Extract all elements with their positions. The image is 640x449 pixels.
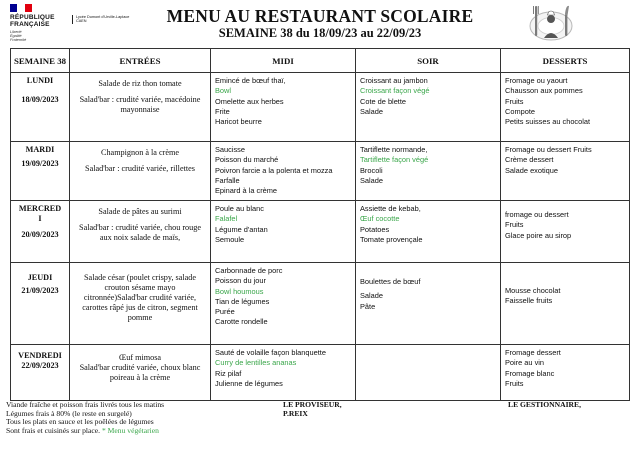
soir-item: Cote de blette: [360, 96, 407, 106]
midi-item: Julienne de légumes: [215, 378, 283, 388]
desserts-cell: [501, 263, 630, 345]
midi-item: Saucisse: [215, 145, 245, 154]
soir-item-vegetarian: Œuf cocotte: [360, 214, 400, 224]
header-soir: SOIR: [356, 49, 501, 73]
dessert-item: Fruits: [505, 220, 524, 230]
soir-cell: [356, 73, 501, 142]
footer-notes: [6, 401, 164, 435]
midi-item: Tian de légumes: [215, 296, 270, 306]
dessert-item: Fromage blanc: [505, 368, 555, 378]
entree-item: Salad'bar : crudité variée, rillettes: [85, 164, 195, 173]
soir-cell: [356, 263, 501, 345]
dessert-item: Faisselle fruits: [505, 296, 553, 306]
dessert-item: Salade exotique: [505, 165, 559, 175]
soir-item: Tomate provençale: [360, 234, 423, 244]
dessert-item: fromage ou dessert: [505, 210, 569, 219]
day-date: 18/09/2023: [21, 95, 59, 104]
dessert-item: Fromage ou dessert Fruits: [505, 145, 592, 154]
footer-line: Viande fraîche et poisson frais livrés tous les matins: [6, 400, 165, 409]
soir-item: Salade: [360, 106, 384, 116]
soir-item: Brocoli: [360, 165, 383, 175]
entrees-cell: [70, 142, 211, 201]
midi-item-vegetarian: Falafel: [215, 214, 238, 224]
dessert-item: Crème dessert: [505, 155, 554, 165]
table-row: [11, 263, 630, 345]
dessert-item: Fruits: [505, 96, 524, 106]
day-date: 20/09/2023: [21, 230, 59, 239]
day-name: MARDI: [25, 145, 55, 154]
entree-item: Champignon à la crème: [101, 148, 179, 157]
day-cell: [11, 345, 70, 401]
midi-item: Poule au blanc: [215, 204, 264, 213]
soir-item: Pâte: [360, 301, 376, 311]
dessert-item: Fromage ou yaourt: [505, 76, 568, 85]
midi-cell: [211, 263, 356, 345]
school-name: Lycée Dumont d'Urville-Laplace CAEN: [72, 15, 129, 24]
dessert-item: Glace poire au sirop: [505, 230, 572, 240]
proviseur-signature: LE PROVISEUR, P.REIX: [283, 400, 342, 418]
footer-line: Légumes frais à 80% (le reste en surgelé): [6, 408, 132, 418]
page-title: MENU AU RESTAURANT SCOLAIRE: [166, 6, 474, 26]
midi-item: Légume d'antan: [215, 224, 268, 234]
midi-item: Semoule: [215, 234, 245, 244]
midi-item: Poivron farcie a la polenta et mozza: [215, 165, 333, 175]
entrees-cell: [70, 73, 211, 142]
midi-item: Epinard à la crème: [215, 186, 278, 196]
vegetarian-note: * Menu végétarien: [101, 425, 159, 435]
entrees-cell: [70, 263, 211, 345]
midi-item-vegetarian: Bowl: [215, 86, 232, 96]
midi-item-vegetarian: Bowl houmous: [215, 286, 264, 296]
republic-name: RÉPUBLIQUE FRANÇAISE: [10, 14, 55, 28]
soir-item: Boulettes de bœuf: [360, 277, 421, 286]
midi-cell: [211, 142, 356, 201]
day-name: MERCRED I: [18, 204, 62, 223]
table-row: [11, 142, 630, 201]
midi-item: Poisson du marché: [215, 155, 279, 165]
soir-item: Assiette de kebab,: [360, 204, 421, 213]
header-entrees: ENTRÉES: [70, 49, 211, 73]
midi-cell: [211, 345, 356, 401]
header-midi: MIDI: [211, 49, 356, 73]
day-name: LUNDI: [26, 76, 54, 85]
soir-item: Potatoes: [360, 224, 390, 234]
day-date: 21/09/2023: [21, 286, 59, 295]
gestionnaire-signature: LE GESTIONNAIRE,: [508, 400, 582, 409]
desserts-cell: [501, 142, 630, 201]
soir-item: Salade: [360, 175, 384, 185]
entree-item: Salade césar (poulet crispy, salade crouton sésame mayo citronnée)Salad'bar crudité variée, carottes râpé jus de citron, segment pomme: [82, 273, 198, 322]
day-cell: [11, 263, 70, 345]
entree-item: Œuf mimosa Salad'bar crudité variée, choux blanc poireau à la crème: [79, 353, 201, 382]
dessert-item: Mousse chocolat: [505, 286, 561, 295]
day-date: 19/09/2023: [21, 159, 59, 168]
day-date: 22/09/2023: [21, 361, 59, 370]
header-desserts: DESSERTS: [501, 49, 630, 73]
entree-item: Salade de riz thon tomate: [98, 79, 182, 88]
midi-item: Emincé de bœuf thaï,: [215, 76, 286, 85]
menu-table: [10, 48, 630, 401]
midi-item: Riz pilaf: [215, 368, 242, 378]
midi-item: Farfalle: [215, 175, 240, 185]
midi-item: Carbonnade de porc: [215, 266, 283, 275]
day-cell: [11, 201, 70, 263]
soir-item-vegetarian: Croissant façon végé: [360, 86, 430, 96]
entree-item: Salad'bar : crudité variée, macédoine mayonnaise: [79, 95, 201, 114]
entree-item: Salade de pâtes au surimi: [98, 207, 182, 216]
dessert-item: Petits suisses au chocolat: [505, 117, 591, 127]
soir-item: Tartiflette normande,: [360, 145, 428, 154]
midi-item: Haricot beurre: [215, 117, 262, 127]
midi-item: Frite: [215, 106, 230, 116]
midi-item: Omelette aux herbes: [215, 96, 284, 106]
soir-item-vegetarian: Tartiflette façon végé: [360, 155, 429, 165]
soir-cell: [356, 201, 501, 263]
table-header-row: [11, 49, 630, 73]
footer-line: Tous les plats en sauce et les poêlées de légumes: [6, 417, 154, 427]
entree-item: Salad'bar : crudité variée, chou rouge aux noix salade de maïs,: [79, 223, 201, 242]
dessert-item: Fruits: [505, 378, 524, 388]
dessert-item: Chausson aux pommes: [505, 86, 583, 96]
page-subtitle: SEMAINE 38 du 18/09/23 au 22/09/23: [218, 26, 422, 40]
table-row: [11, 201, 630, 263]
midi-cell: [211, 73, 356, 142]
footer-line: Sont frais et cuisinés sur place.: [6, 425, 101, 435]
dessert-item: Compote: [505, 106, 535, 116]
midi-item: Carotte rondelle: [215, 317, 268, 327]
day-name: VENDREDI: [18, 351, 62, 360]
soir-item: Croissant au jambon: [360, 76, 428, 85]
desserts-cell: [501, 345, 630, 401]
footer-line-last: [6, 427, 164, 436]
midi-item-vegetarian: Curry de lentilles ananas: [215, 358, 297, 368]
midi-cell: [211, 201, 356, 263]
dessert-item: Fromage dessert: [505, 348, 561, 357]
midi-item: Sauté de volaille façon blanquette: [215, 348, 326, 357]
midi-item: Poisson du jour: [215, 276, 266, 286]
day-cell: [11, 142, 70, 201]
soir-item: Salade: [360, 291, 384, 301]
table-row: [11, 345, 630, 401]
day-name: JEUDI: [27, 273, 53, 282]
header-week: SEMAINE 38: [11, 49, 70, 73]
midi-item: Purée: [215, 307, 235, 317]
republic-motto: Liberté Égalité Fraternité: [10, 30, 27, 43]
desserts-cell: [501, 201, 630, 263]
entrees-cell: [70, 345, 211, 401]
restaurant-logo-icon: [522, 2, 580, 44]
entrees-cell: [70, 201, 211, 263]
soir-cell: [356, 142, 501, 201]
table-row: [11, 73, 630, 142]
soir-cell: [356, 345, 501, 401]
day-cell: [11, 73, 70, 142]
dessert-item: Poire au vin: [505, 358, 545, 368]
desserts-cell: [501, 73, 630, 142]
